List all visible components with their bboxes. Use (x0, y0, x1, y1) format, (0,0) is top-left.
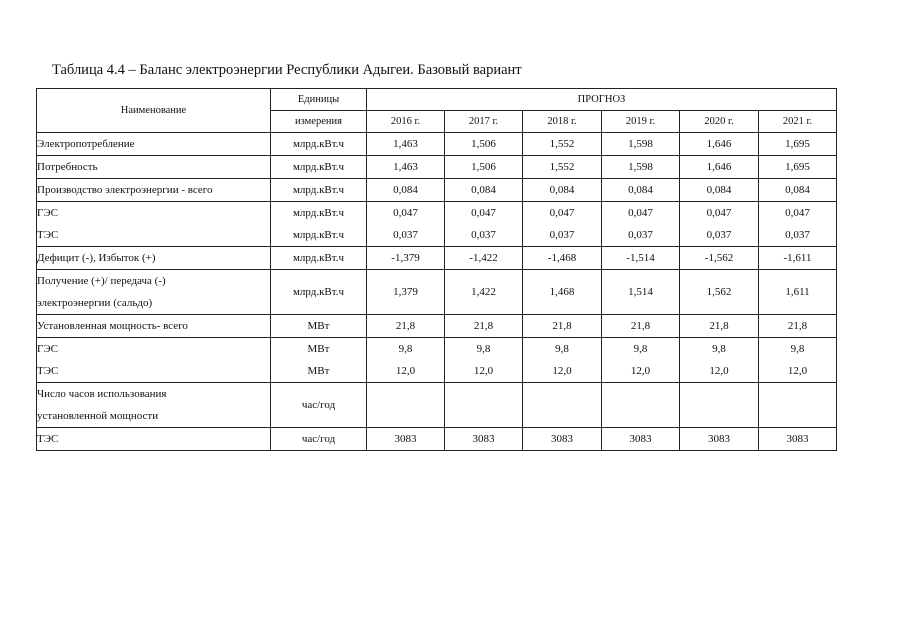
header-year: 2019 г. (602, 111, 680, 133)
value-cell (523, 383, 602, 428)
value-cell (602, 428, 680, 451)
value-cell (759, 338, 837, 383)
row-name (37, 315, 271, 338)
row-name-line: ГЭС (37, 343, 58, 355)
value-line: -1,379 (391, 252, 420, 264)
row-name-line: Дефицит (-), Избыток (+) (37, 252, 156, 264)
row-unit (271, 315, 367, 338)
value-line: 1,598 (628, 161, 653, 173)
value-line: 3083 (786, 433, 809, 445)
value-cell (680, 338, 759, 383)
header-year: 2020 г. (680, 111, 759, 133)
value-line: 3083 (394, 433, 417, 445)
value-cell (680, 133, 759, 156)
value-cell (367, 270, 445, 315)
row-name-line: электроэнергии (сальдо) (37, 297, 153, 309)
value-line: 0,047 (628, 207, 653, 219)
row-name-line: Производство электроэнергии - всего (37, 184, 213, 196)
value-cell (680, 383, 759, 428)
value-line: 0,047 (471, 207, 496, 219)
value-cell (445, 383, 523, 428)
row-name-line: ТЭС (37, 365, 59, 377)
row-unit-line: млрд.кВт.ч (292, 252, 345, 264)
row-unit (271, 247, 367, 270)
value-line: 1,506 (471, 138, 496, 150)
value-cell (759, 428, 837, 451)
value-line: 12,0 (709, 365, 729, 377)
value-line: 0,084 (628, 184, 653, 196)
value-line: 9,8 (476, 343, 491, 355)
value-cell (602, 270, 680, 315)
row-unit (271, 133, 367, 156)
row-name (37, 156, 271, 179)
value-line: 21,8 (395, 320, 416, 332)
value-cell (523, 179, 602, 202)
row-unit-line: МВт (307, 343, 330, 355)
table-row (37, 338, 837, 383)
value-line: 1,695 (785, 161, 810, 173)
value-cell (759, 270, 837, 315)
value-line: 0,047 (706, 207, 732, 219)
value-cell (680, 270, 759, 315)
value-line: 12,0 (630, 365, 651, 377)
value-line: 1,468 (549, 286, 575, 298)
row-name (37, 247, 271, 270)
value-line: 1,562 (706, 286, 732, 298)
value-line: 1,379 (393, 286, 418, 298)
table-row (37, 247, 837, 270)
value-cell (367, 156, 445, 179)
value-cell (523, 428, 602, 451)
value-cell (680, 428, 759, 451)
value-line: 0,037 (471, 229, 496, 241)
value-cell (602, 315, 680, 338)
value-line: -1,514 (626, 252, 655, 264)
value-cell (759, 179, 837, 202)
value-cell (602, 338, 680, 383)
value-line: 0,037 (549, 229, 575, 241)
value-line: 3083 (708, 433, 730, 445)
row-unit-line: МВт (307, 365, 330, 377)
table-caption: Таблица 4.4 – Баланс электроэнергии Республики Адыгеи. Базовый вариант (52, 62, 522, 78)
header-year: 2017 г. (445, 111, 523, 133)
row-unit-line: млрд.кВт.ч (292, 161, 345, 173)
value-cell (367, 428, 445, 451)
value-cell (602, 247, 680, 270)
table-row (37, 383, 837, 428)
value-cell (445, 133, 523, 156)
value-cell (602, 383, 680, 428)
value-line: 12,0 (552, 365, 572, 377)
value-cell (602, 133, 680, 156)
row-unit (271, 383, 367, 428)
row-unit-line: час/год (301, 399, 336, 411)
value-cell (602, 179, 680, 202)
row-unit-line: МВт (307, 320, 330, 332)
value-cell (680, 247, 759, 270)
table-row (37, 315, 837, 338)
value-line: 12,0 (395, 365, 416, 377)
value-line: 9,8 (790, 343, 805, 355)
header-year: 2016 г. (367, 111, 445, 133)
value-cell (367, 247, 445, 270)
table-row (37, 270, 837, 315)
value-cell (523, 315, 602, 338)
value-cell (759, 247, 837, 270)
header-year: 2021 г. (759, 111, 837, 133)
row-name (37, 270, 271, 315)
value-line: 1,598 (628, 138, 653, 150)
value-cell (523, 202, 602, 247)
value-cell (523, 156, 602, 179)
value-line: 1,552 (549, 138, 575, 150)
row-unit-line: час/год (301, 433, 336, 445)
value-cell (367, 202, 445, 247)
row-unit (271, 270, 367, 315)
table-row (37, 179, 837, 202)
value-line: 12,0 (473, 365, 494, 377)
value-cell (602, 202, 680, 247)
value-line: 3083 (551, 433, 573, 445)
row-unit-line: млрд.кВт.ч (292, 286, 345, 298)
value-line: 0,084 (549, 184, 575, 196)
row-unit-line: млрд.кВт.ч (292, 229, 345, 241)
value-line: 1,422 (471, 286, 496, 298)
value-cell (445, 179, 523, 202)
value-line: 0,037 (393, 229, 418, 241)
value-line: 1,463 (393, 161, 418, 173)
row-name-line: Установленная мощность- всего (37, 320, 188, 332)
value-cell (445, 247, 523, 270)
value-line: 21,8 (709, 320, 729, 332)
value-cell (367, 179, 445, 202)
value-line: 0,084 (706, 184, 732, 196)
value-line: 9,8 (398, 343, 413, 355)
value-cell (759, 133, 837, 156)
value-cell (680, 315, 759, 338)
value-line: 9,8 (555, 343, 569, 355)
value-line: 0,084 (785, 184, 810, 196)
row-unit-line: млрд.кВт.ч (292, 207, 345, 219)
row-name-line: ГЭС (37, 207, 58, 219)
row-name (37, 428, 271, 451)
value-cell (759, 383, 837, 428)
value-cell (523, 338, 602, 383)
row-unit-line: млрд.кВт.ч (292, 184, 345, 196)
value-line: 21,8 (552, 320, 572, 332)
value-cell (367, 383, 445, 428)
value-line: 9,8 (712, 343, 726, 355)
row-name (37, 202, 271, 247)
row-name (37, 179, 271, 202)
value-line: 0,084 (393, 184, 418, 196)
value-cell (523, 247, 602, 270)
value-line: 1,463 (393, 138, 418, 150)
value-line: -1,422 (469, 252, 498, 264)
value-line: 1,514 (628, 286, 653, 298)
value-line: 0,037 (628, 229, 653, 241)
table-row (37, 133, 837, 156)
value-line: -1,468 (547, 252, 577, 264)
value-cell (523, 270, 602, 315)
row-unit (271, 156, 367, 179)
header-forecast: ПРОГНОЗ (367, 89, 837, 111)
value-line: 1,695 (785, 138, 810, 150)
energy-balance-table (36, 88, 837, 451)
value-line: 21,8 (473, 320, 494, 332)
row-name-line: Число часов использования (37, 388, 167, 400)
row-name-line: ТЭС (37, 433, 59, 445)
value-line: 1,611 (785, 286, 810, 298)
value-cell (680, 202, 759, 247)
row-name (37, 383, 271, 428)
value-line: 21,8 (630, 320, 651, 332)
row-unit (271, 202, 367, 247)
value-cell (445, 315, 523, 338)
value-cell (759, 315, 837, 338)
value-cell (602, 156, 680, 179)
value-cell (759, 202, 837, 247)
row-unit (271, 428, 367, 451)
value-line: -1,611 (783, 252, 812, 264)
header-unit-line2: измерения (271, 111, 367, 133)
value-cell (445, 156, 523, 179)
value-line: 0,047 (393, 207, 418, 219)
value-line: 3083 (472, 433, 495, 445)
value-line: 1,552 (549, 161, 575, 173)
value-cell (759, 156, 837, 179)
value-line: 12,0 (787, 365, 808, 377)
row-name-line: Электропотребление (37, 138, 135, 150)
row-name-line: Потребность (37, 161, 98, 173)
value-line: 0,037 (706, 229, 732, 241)
row-name-line: ТЭС (37, 229, 59, 241)
value-cell (367, 133, 445, 156)
row-name-line: установленной мощности (37, 410, 159, 422)
value-cell (445, 338, 523, 383)
value-line: 1,646 (706, 138, 732, 150)
value-cell (680, 179, 759, 202)
row-unit (271, 338, 367, 383)
value-cell (445, 270, 523, 315)
row-name-line: Получение (+)/ передача (-) (37, 275, 166, 287)
value-line: -1,562 (704, 252, 734, 264)
row-name (37, 133, 271, 156)
value-cell (680, 156, 759, 179)
row-unit (271, 179, 367, 202)
value-cell (445, 202, 523, 247)
header-year: 2018 г. (523, 111, 602, 133)
table-row (37, 428, 837, 451)
value-line: 1,506 (471, 161, 496, 173)
header-unit-line1: Единицы (271, 89, 367, 111)
value-line: 9,8 (633, 343, 648, 355)
value-line: 1,646 (706, 161, 732, 173)
table-row (37, 156, 837, 179)
value-line: 0,084 (471, 184, 496, 196)
row-name (37, 338, 271, 383)
header-name: Наименование (37, 89, 271, 133)
value-line: 0,037 (785, 229, 810, 241)
value-cell (523, 133, 602, 156)
value-line: 21,8 (787, 320, 808, 332)
row-unit-line: млрд.кВт.ч (292, 138, 345, 150)
value-cell (445, 428, 523, 451)
value-cell (367, 338, 445, 383)
value-line: 3083 (629, 433, 652, 445)
value-line: 0,047 (785, 207, 810, 219)
value-cell (367, 315, 445, 338)
value-line: 0,047 (549, 207, 575, 219)
table-row (37, 202, 837, 247)
